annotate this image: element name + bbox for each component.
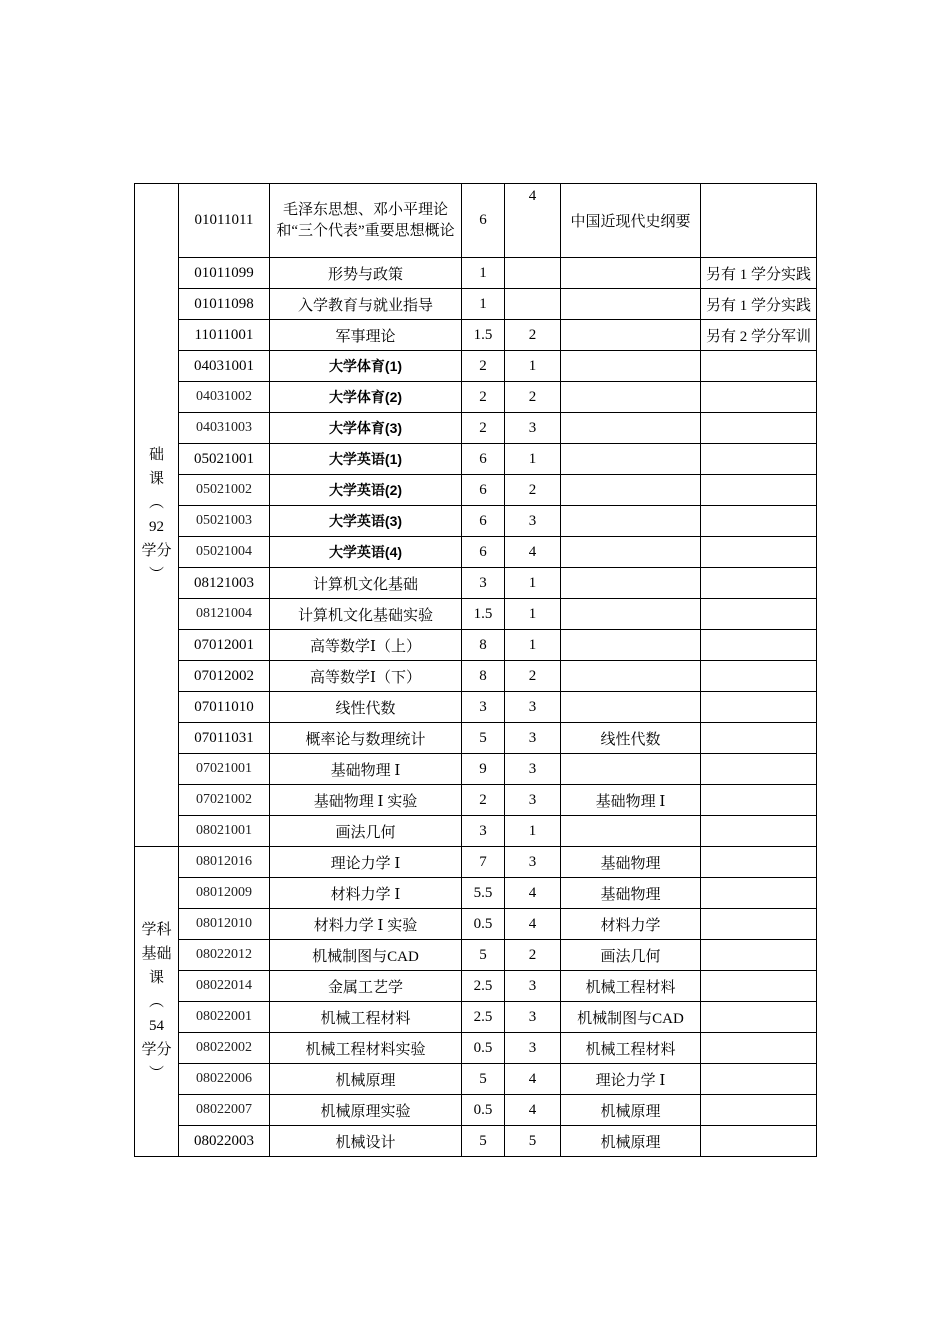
course-semester: 4 xyxy=(505,1064,561,1095)
table-row xyxy=(135,258,817,289)
course-note xyxy=(701,661,817,692)
course-note: 另有 1 学分实践 xyxy=(701,258,817,289)
course-name: 理论力学 Ⅰ xyxy=(270,847,462,878)
course-name: 机械原理 xyxy=(270,1064,462,1095)
course-code: 04031003 xyxy=(179,413,270,444)
course-name: 大学体育(2) xyxy=(270,382,462,413)
course-note xyxy=(701,723,817,754)
course-prerequisite: 机械制图与CAD xyxy=(561,1002,701,1033)
course-code: 08121004 xyxy=(179,599,270,630)
course-credit: 9 xyxy=(462,754,505,785)
course-prerequisite xyxy=(561,475,701,506)
course-prerequisite xyxy=(561,537,701,568)
course-code: 08012009 xyxy=(179,878,270,909)
course-note xyxy=(701,184,817,258)
course-prerequisite: 机械原理 xyxy=(561,1095,701,1126)
course-code: 07012001 xyxy=(179,630,270,661)
course-credit: 2 xyxy=(462,785,505,816)
category-label-line: 92 xyxy=(149,519,164,535)
course-name: 材料力学 Ⅰ 实验 xyxy=(270,909,462,940)
course-name: 大学英语(2) xyxy=(270,475,462,506)
course-semester: 1 xyxy=(505,630,561,661)
course-semester: 3 xyxy=(505,413,561,444)
course-category-label xyxy=(135,847,179,1157)
course-semester: 4 xyxy=(505,537,561,568)
course-credit: 8 xyxy=(462,630,505,661)
course-note xyxy=(701,1033,817,1064)
course-name: 大学英语(1) xyxy=(270,444,462,475)
course-code: 07021002 xyxy=(179,785,270,816)
table-row xyxy=(135,909,817,940)
table-row xyxy=(135,382,817,413)
course-credit: 3 xyxy=(462,692,505,723)
course-note: 另有 2 学分军训 xyxy=(701,320,817,351)
course-note xyxy=(701,847,817,878)
course-name: 大学体育(1) xyxy=(270,351,462,382)
course-prerequisite xyxy=(561,289,701,320)
course-name: 高等数学Ⅰ（下） xyxy=(270,661,462,692)
course-name: 机械设计 xyxy=(270,1126,462,1157)
course-note xyxy=(701,537,817,568)
course-semester xyxy=(505,258,561,289)
course-code: 08022012 xyxy=(179,940,270,971)
course-name: 军事理论 xyxy=(270,320,462,351)
course-note xyxy=(701,351,817,382)
category-label-line: 学分 xyxy=(141,543,172,559)
course-semester: 5 xyxy=(505,1126,561,1157)
course-code: 08121003 xyxy=(179,568,270,599)
course-credit: 5 xyxy=(462,940,505,971)
course-prerequisite xyxy=(561,444,701,475)
course-code: 01011099 xyxy=(179,258,270,289)
course-credit: 2.5 xyxy=(462,971,505,1002)
course-prerequisite: 材料力学 xyxy=(561,909,701,940)
course-credit: 0.5 xyxy=(462,1033,505,1064)
course-prerequisite xyxy=(561,382,701,413)
course-code: 05021004 xyxy=(179,537,270,568)
course-table-body xyxy=(135,184,817,1157)
course-semester: 2 xyxy=(505,382,561,413)
course-semester: 1 xyxy=(505,599,561,630)
course-prerequisite xyxy=(561,413,701,444)
course-semester: 3 xyxy=(505,971,561,1002)
course-credit: 2 xyxy=(462,351,505,382)
course-note xyxy=(701,692,817,723)
course-code: 08022006 xyxy=(179,1064,270,1095)
course-code: 08012016 xyxy=(179,847,270,878)
course-credit: 2.5 xyxy=(462,1002,505,1033)
table-row xyxy=(135,1033,817,1064)
course-note xyxy=(701,1095,817,1126)
course-name: 材料力学 Ⅰ xyxy=(270,878,462,909)
course-note xyxy=(701,940,817,971)
category-label-line: 学分 xyxy=(141,1041,172,1058)
course-category-label xyxy=(135,184,179,847)
course-code: 07012002 xyxy=(179,661,270,692)
course-semester: 3 xyxy=(505,506,561,537)
course-semester: 3 xyxy=(505,785,561,816)
course-name: 机械工程材料实验 xyxy=(270,1033,462,1064)
course-code: 01011011 xyxy=(179,184,270,258)
course-credit: 1 xyxy=(462,289,505,320)
course-name: 形势与政策 xyxy=(270,258,462,289)
course-name: 大学英语(3) xyxy=(270,506,462,537)
category-label-line: ︵ xyxy=(148,495,164,511)
table-row xyxy=(135,816,817,847)
table-row xyxy=(135,754,817,785)
course-credit: 5.5 xyxy=(462,878,505,909)
course-semester: 3 xyxy=(505,692,561,723)
category-label-line: 础 xyxy=(148,447,164,463)
course-credit: 3 xyxy=(462,816,505,847)
course-credit: 6 xyxy=(462,537,505,568)
course-code: 07011010 xyxy=(179,692,270,723)
course-semester: 1 xyxy=(505,444,561,475)
course-code: 08021001 xyxy=(179,816,270,847)
course-prerequisite xyxy=(561,320,701,351)
course-code: 07021001 xyxy=(179,754,270,785)
course-prerequisite xyxy=(561,816,701,847)
course-semester: 2 xyxy=(505,661,561,692)
course-note xyxy=(701,599,817,630)
course-name: 计算机文化基础实验 xyxy=(270,599,462,630)
course-name: 高等数学Ⅰ（上） xyxy=(270,630,462,661)
course-name: 机械制图与CAD xyxy=(270,940,462,971)
course-note xyxy=(701,971,817,1002)
table-row xyxy=(135,351,817,382)
table-row xyxy=(135,878,817,909)
category-label-line: 54 xyxy=(149,1017,164,1034)
course-prerequisite: 基础物理 Ⅰ xyxy=(561,785,701,816)
course-note xyxy=(701,475,817,506)
course-prerequisite xyxy=(561,568,701,599)
course-code: 01011098 xyxy=(179,289,270,320)
course-note xyxy=(701,909,817,940)
course-prerequisite: 基础物理 xyxy=(561,847,701,878)
course-semester: 2 xyxy=(505,320,561,351)
course-name: 线性代数 xyxy=(270,692,462,723)
course-note xyxy=(701,630,817,661)
table-row xyxy=(135,444,817,475)
course-code: 04031001 xyxy=(179,351,270,382)
table-row xyxy=(135,506,817,537)
table-row xyxy=(135,568,817,599)
course-note xyxy=(701,878,817,909)
course-credit: 6 xyxy=(462,506,505,537)
table-row xyxy=(135,320,817,351)
course-semester: 4 xyxy=(505,1095,561,1126)
table-row xyxy=(135,971,817,1002)
category-label-line: ︶ xyxy=(148,567,164,583)
category-label-line: ︵ xyxy=(148,993,164,1010)
course-credit: 6 xyxy=(462,184,505,258)
course-code: 08022002 xyxy=(179,1033,270,1064)
course-code: 05021002 xyxy=(179,475,270,506)
category-label-line: 基础 xyxy=(141,945,172,962)
course-prerequisite: 基础物理 xyxy=(561,878,701,909)
table-row xyxy=(135,599,817,630)
course-prerequisite: 机械工程材料 xyxy=(561,1033,701,1064)
table-row xyxy=(135,723,817,754)
course-prerequisite: 理论力学 Ⅰ xyxy=(561,1064,701,1095)
course-credit: 1.5 xyxy=(462,320,505,351)
course-code: 07011031 xyxy=(179,723,270,754)
course-credit: 6 xyxy=(462,475,505,506)
table-row xyxy=(135,184,817,258)
course-credit: 5 xyxy=(462,723,505,754)
course-prerequisite xyxy=(561,661,701,692)
course-note xyxy=(701,754,817,785)
table-row xyxy=(135,1002,817,1033)
category-label-line: 学科 xyxy=(141,921,172,938)
course-name: 画法几何 xyxy=(270,816,462,847)
course-name: 概率论与数理统计 xyxy=(270,723,462,754)
course-semester xyxy=(505,289,561,320)
course-note xyxy=(701,444,817,475)
course-name: 大学体育(3) xyxy=(270,413,462,444)
course-name: 机械工程材料 xyxy=(270,1002,462,1033)
course-credit: 0.5 xyxy=(462,909,505,940)
course-semester: 2 xyxy=(505,940,561,971)
course-credit: 5 xyxy=(462,1126,505,1157)
course-semester: 4 xyxy=(505,878,561,909)
table-row xyxy=(135,413,817,444)
course-prerequisite: 机械工程材料 xyxy=(561,971,701,1002)
course-credit: 2 xyxy=(462,413,505,444)
course-semester: 1 xyxy=(505,816,561,847)
course-semester: 3 xyxy=(505,1033,561,1064)
table-row xyxy=(135,785,817,816)
course-prerequisite xyxy=(561,506,701,537)
course-code: 08022001 xyxy=(179,1002,270,1033)
course-semester: 3 xyxy=(505,1002,561,1033)
table-row xyxy=(135,1095,817,1126)
course-note xyxy=(701,382,817,413)
course-prerequisite: 中国近现代史纲要 xyxy=(561,184,701,258)
table-row xyxy=(135,1126,817,1157)
course-semester: 4 xyxy=(505,909,561,940)
course-prerequisite xyxy=(561,351,701,382)
course-note xyxy=(701,785,817,816)
course-note xyxy=(701,413,817,444)
course-name: 计算机文化基础 xyxy=(270,568,462,599)
course-prerequisite xyxy=(561,599,701,630)
course-code: 04031002 xyxy=(179,382,270,413)
course-credit: 8 xyxy=(462,661,505,692)
table-row xyxy=(135,289,817,320)
course-prerequisite: 线性代数 xyxy=(561,723,701,754)
course-note xyxy=(701,1064,817,1095)
course-semester: 3 xyxy=(505,754,561,785)
course-note xyxy=(701,816,817,847)
table-row xyxy=(135,537,817,568)
table-row xyxy=(135,1064,817,1095)
course-name: 金属工艺学 xyxy=(270,971,462,1002)
course-credit: 5 xyxy=(462,1064,505,1095)
course-table xyxy=(134,183,817,1157)
course-note xyxy=(701,1002,817,1033)
course-code: 08022014 xyxy=(179,971,270,1002)
course-code: 05021003 xyxy=(179,506,270,537)
table-row xyxy=(135,475,817,506)
table-row xyxy=(135,940,817,971)
course-code: 08022003 xyxy=(179,1126,270,1157)
course-code: 11011001 xyxy=(179,320,270,351)
course-prerequisite xyxy=(561,258,701,289)
course-credit: 7 xyxy=(462,847,505,878)
course-prerequisite xyxy=(561,754,701,785)
course-semester: 4 xyxy=(505,184,561,258)
category-label-line: 课 xyxy=(148,969,164,986)
course-code: 08022007 xyxy=(179,1095,270,1126)
course-prerequisite xyxy=(561,692,701,723)
category-label-line: 课 xyxy=(148,471,164,487)
table-row xyxy=(135,692,817,723)
course-name: 基础物理 Ⅰ xyxy=(270,754,462,785)
course-note: 另有 1 学分实践 xyxy=(701,289,817,320)
course-name: 大学英语(4) xyxy=(270,537,462,568)
course-prerequisite xyxy=(561,630,701,661)
course-credit: 1.5 xyxy=(462,599,505,630)
course-semester: 3 xyxy=(505,847,561,878)
course-name: 毛泽东思想、邓小平理论和“三个代表”重要思想概论 xyxy=(270,184,462,258)
course-semester: 2 xyxy=(505,475,561,506)
course-code: 08012010 xyxy=(179,909,270,940)
course-credit: 0.5 xyxy=(462,1095,505,1126)
course-semester: 1 xyxy=(505,568,561,599)
course-prerequisite: 机械原理 xyxy=(561,1126,701,1157)
table-row xyxy=(135,661,817,692)
course-semester: 3 xyxy=(505,723,561,754)
course-credit: 3 xyxy=(462,568,505,599)
course-credit: 2 xyxy=(462,382,505,413)
course-note xyxy=(701,506,817,537)
course-note xyxy=(701,568,817,599)
course-code: 05021001 xyxy=(179,444,270,475)
course-semester: 1 xyxy=(505,351,561,382)
course-credit: 6 xyxy=(462,444,505,475)
course-note xyxy=(701,1126,817,1157)
course-name: 基础物理 Ⅰ 实验 xyxy=(270,785,462,816)
course-prerequisite: 画法几何 xyxy=(561,940,701,971)
course-credit: 1 xyxy=(462,258,505,289)
table-row xyxy=(135,847,817,878)
course-name: 机械原理实验 xyxy=(270,1095,462,1126)
category-label-line: ︶ xyxy=(148,1065,164,1082)
table-row xyxy=(135,630,817,661)
course-name: 入学教育与就业指导 xyxy=(270,289,462,320)
